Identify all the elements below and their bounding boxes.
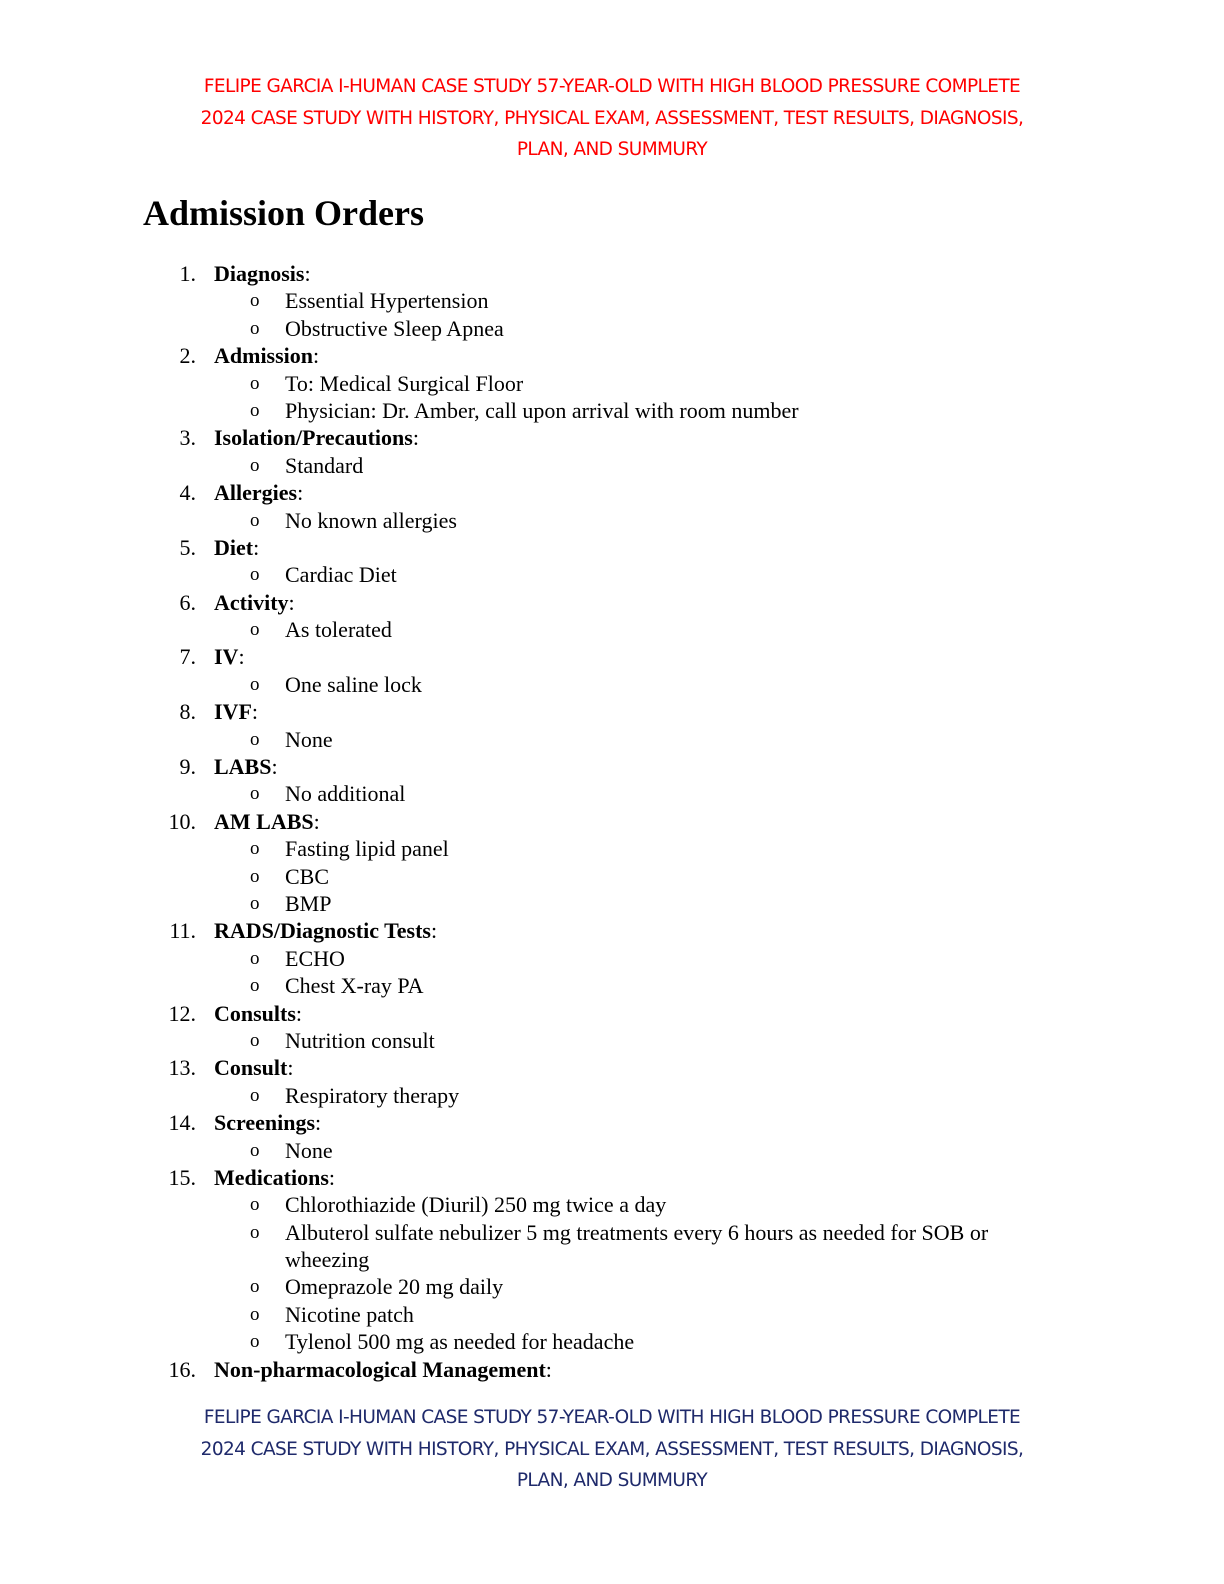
page-footer — [0, 1402, 1224, 1497]
order-sub-item-text: Albuterol sulfate nebulizer 5 mg treatments every 6 hours as needed for SOB or wheezing — [285, 1219, 989, 1273]
order-sub-item — [0, 726, 1224, 753]
order-label: Admission — [214, 343, 314, 369]
order-sub-item — [0, 1027, 1224, 1054]
order-item — [0, 753, 1224, 780]
bullet-icon: o — [250, 372, 260, 394]
order-heading: LABS: — [214, 754, 278, 780]
order-label: RADS/Diagnostic Tests — [214, 918, 431, 944]
header-line: FELIPE GARCIA I-HUMAN CASE STUDY 57-YEAR-OLD WITH HIGH BLOOD PRESSURE COMPLETE — [203, 76, 1021, 97]
order-sub-item-text: Standard — [285, 452, 364, 478]
order-number: 4. — [179, 480, 196, 506]
order-heading: Activity: — [214, 589, 295, 615]
order-item — [0, 917, 1224, 944]
order-sub-item — [0, 507, 1224, 534]
order-sub-item-text: One saline lock — [285, 671, 422, 697]
order-sub-item — [0, 1273, 1224, 1300]
order-sub-item — [0, 315, 1224, 342]
header-line: PLAN, AND SUMMURY — [516, 139, 708, 160]
order-label: Consult — [214, 1055, 288, 1081]
order-number: 5. — [179, 534, 196, 560]
admission-orders-list — [0, 260, 1224, 1383]
order-sub-item-text: To: Medical Surgical Floor — [285, 370, 524, 396]
order-sub-item — [0, 616, 1224, 643]
order-number: 13. — [168, 1055, 196, 1081]
order-sub-item-text: Nicotine patch — [285, 1301, 414, 1327]
footer-line: 2024 CASE STUDY WITH HISTORY, PHYSICAL EXAM, ASSESSMENT, TEST RESULTS, DIAGNOSIS, — [200, 1438, 1024, 1460]
order-number: 12. — [168, 1000, 196, 1026]
order-sub-item — [0, 671, 1224, 698]
bullet-icon: o — [250, 1139, 260, 1161]
order-label: IV — [214, 644, 239, 670]
order-label: Screenings — [214, 1110, 316, 1136]
order-item — [0, 1000, 1224, 1027]
order-heading: IVF: — [214, 699, 259, 725]
bullet-icon: o — [250, 564, 260, 586]
bullet-icon: o — [250, 509, 260, 531]
order-label: LABS — [214, 754, 272, 780]
bullet-icon: o — [250, 454, 260, 476]
order-sub-item-text: None — [285, 1137, 333, 1163]
order-heading: Allergies: — [214, 480, 304, 506]
order-sub-item — [0, 1191, 1224, 1218]
order-label: Medications — [214, 1164, 329, 1190]
order-number: 16. — [168, 1356, 196, 1382]
order-sub-item — [0, 1328, 1224, 1355]
order-label: Consults — [214, 1000, 296, 1026]
order-number: 3. — [179, 425, 196, 451]
bullet-icon: o — [250, 619, 260, 641]
order-label: Activity — [214, 589, 289, 615]
order-sub-item — [0, 370, 1224, 397]
order-number: 9. — [179, 754, 196, 780]
order-item — [0, 643, 1224, 670]
order-item — [0, 424, 1224, 451]
order-item — [0, 342, 1224, 369]
order-sub-item-text: Essential Hypertension — [285, 288, 489, 314]
order-sub-item — [0, 890, 1224, 917]
order-sub-item — [0, 1137, 1224, 1164]
bullet-icon: o — [250, 975, 260, 997]
page-header — [0, 71, 1224, 166]
order-sub-item-text: Respiratory therapy — [285, 1082, 460, 1108]
order-number: 15. — [168, 1164, 196, 1190]
order-sub-item — [0, 972, 1224, 999]
bullet-icon: o — [250, 1221, 260, 1243]
bullet-icon: o — [250, 317, 260, 339]
order-item — [0, 1109, 1224, 1136]
order-sub-item-text: Tylenol 500 mg as needed for headache — [285, 1329, 635, 1355]
order-number: 1. — [179, 261, 196, 286]
order-heading: IV: — [214, 644, 245, 670]
order-sub-item-text: Obstructive Sleep Apnea — [285, 315, 504, 341]
order-label: Diagnosis — [214, 261, 305, 286]
order-heading: RADS/Diagnostic Tests: — [214, 918, 438, 944]
bullet-icon: o — [250, 865, 260, 887]
order-heading: Non-pharmacological Management: — [214, 1356, 552, 1382]
bullet-icon: o — [250, 399, 260, 421]
bullet-icon: o — [250, 783, 260, 805]
order-heading: Consult: — [214, 1055, 294, 1081]
order-heading: Diet: — [214, 534, 260, 560]
bullet-icon: o — [250, 1084, 260, 1106]
order-label: Allergies — [214, 480, 298, 506]
bullet-icon: o — [250, 728, 260, 750]
order-heading: Medications: — [214, 1164, 336, 1190]
order-label: IVF — [214, 699, 252, 725]
order-item — [0, 808, 1224, 835]
order-number: 7. — [179, 644, 196, 670]
order-item — [0, 589, 1224, 616]
order-heading: Diagnosis: — [214, 261, 311, 286]
order-item — [0, 698, 1224, 725]
order-sub-item-text: Omeprazole 20 mg daily — [285, 1274, 504, 1300]
order-sub-item — [0, 835, 1224, 862]
order-sub-item — [0, 1082, 1224, 1109]
order-sub-item-text: Fasting lipid panel — [285, 836, 449, 862]
bullet-icon: o — [250, 892, 260, 914]
order-heading: Consults: — [214, 1000, 303, 1026]
order-number: 10. — [168, 808, 196, 834]
bullet-icon: o — [250, 1331, 260, 1353]
bullet-icon: o — [250, 1276, 260, 1298]
order-number: 6. — [179, 589, 196, 615]
order-sub-item-text: As tolerated — [285, 617, 392, 643]
order-sub-item-text: None — [285, 726, 333, 752]
order-number: 8. — [179, 699, 196, 725]
footer-line: PLAN, AND SUMMURY — [516, 1470, 708, 1491]
order-sub-item-text: CBC — [285, 863, 330, 889]
order-number: 14. — [168, 1110, 196, 1136]
header-line: 2024 CASE STUDY WITH HISTORY, PHYSICAL EXAM, ASSESSMENT, TEST RESULTS, DIAGNOSIS, — [200, 107, 1024, 129]
bullet-icon: o — [250, 947, 260, 969]
order-sub-item-text: ECHO — [285, 945, 345, 971]
order-label: Diet — [214, 534, 254, 560]
order-label: Isolation/Precautions — [214, 425, 413, 451]
bullet-icon: o — [250, 1194, 260, 1216]
order-item — [0, 1356, 1224, 1383]
order-heading: Screenings: — [214, 1110, 322, 1136]
bullet-icon: o — [250, 673, 260, 695]
bullet-icon: o — [250, 1303, 260, 1325]
order-sub-item — [0, 1219, 1224, 1274]
order-sub-item-text: Physician: Dr. Amber, call upon arrival with room number — [285, 397, 799, 423]
order-sub-item — [0, 561, 1224, 588]
order-label: AM LABS — [214, 808, 314, 834]
order-item — [0, 1054, 1224, 1081]
order-sub-item-text: Nutrition consult — [285, 1027, 435, 1053]
order-number: 2. — [179, 343, 196, 369]
order-sub-item-text: Chest X-ray PA — [285, 973, 424, 999]
order-item — [0, 534, 1224, 561]
order-sub-item — [0, 780, 1224, 807]
order-heading: Admission: — [214, 343, 320, 369]
order-sub-item — [0, 863, 1224, 890]
order-sub-item — [0, 287, 1224, 314]
bullet-icon: o — [250, 838, 260, 860]
order-label: Non-pharmacological Management — [214, 1356, 546, 1382]
order-sub-item — [0, 945, 1224, 972]
order-heading: AM LABS: — [214, 808, 320, 834]
order-sub-item — [0, 1301, 1224, 1328]
bullet-icon: o — [250, 1029, 260, 1051]
footer-line: FELIPE GARCIA I-HUMAN CASE STUDY 57-YEAR-OLD WITH HIGH BLOOD PRESSURE COMPLETE — [203, 1407, 1021, 1428]
order-item — [0, 1164, 1224, 1191]
order-number: 11. — [169, 918, 196, 944]
bullet-icon: o — [250, 290, 260, 312]
order-sub-item-text: BMP — [285, 890, 332, 916]
order-sub-item — [0, 397, 1224, 424]
order-sub-item-text: Cardiac Diet — [285, 562, 397, 588]
order-sub-item-text: No additional — [285, 781, 406, 807]
order-sub-item-text: No known allergies — [285, 507, 457, 533]
order-heading: Isolation/Precautions: — [214, 425, 419, 451]
order-sub-item — [0, 452, 1224, 479]
order-item — [0, 260, 1224, 287]
page-title: Admission Orders — [143, 193, 425, 233]
order-item — [0, 479, 1224, 506]
order-sub-item-text: Chlorothiazide (Diuril) 250 mg twice a day — [285, 1192, 667, 1218]
